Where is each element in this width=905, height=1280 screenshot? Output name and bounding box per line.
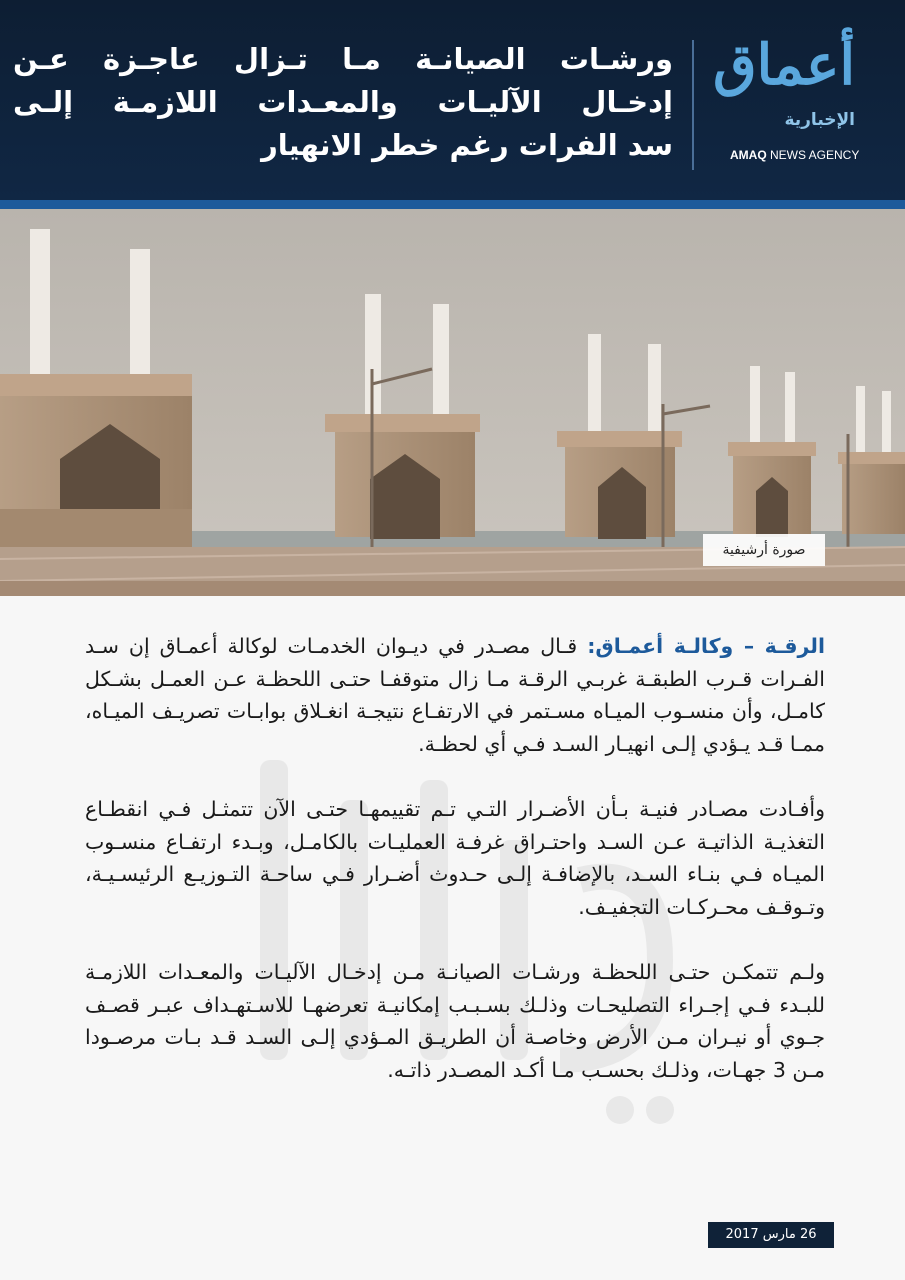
header-banner xyxy=(0,0,905,200)
article-lead: الرقـة – وكالـة أعمـاق: xyxy=(587,634,825,658)
logo-arabic-text: أعماق xyxy=(713,32,855,98)
amaq-logo xyxy=(713,24,885,174)
photo-caption: صورة أرشيفية xyxy=(703,534,825,566)
logo-english-bold: AMAQ xyxy=(730,148,767,162)
header-stripe xyxy=(0,200,905,209)
header-divider xyxy=(692,40,694,170)
logo-english-rest: NEWS AGENCY xyxy=(766,148,860,162)
publication-date: 26 مارس 2017 xyxy=(708,1222,834,1248)
title-line-3: سد الفرات رغم خطر الانهيار xyxy=(261,128,673,162)
article-paragraph-2: وأفـادت مصـادر فنيـة بـأن الأضـرار التـي تـم تقييمهـا حتـى الآن تتمثـل فـي انقطـاع التغذيـة الذاتيـة عـن السـد واحتـراق غرفـة العمليـات بالكامـل، وبـدء ارتفـاع منسـوب الميـاه فـي بنـاء السـد، بالإضافـة إلـى حـدوث أضـرار فـي ساحـة التـوزيـع الرئيسـيـة، وتـوقـف محـركـات التجفيـف. xyxy=(85,797,825,919)
title-line-1: ورشـات الصيانـة مـا تـزال عاجـزة عـن xyxy=(13,42,673,76)
title-line-2: إدخـال الآليـات والمعـدات اللازمـة إلـى xyxy=(13,85,673,119)
article-title xyxy=(13,38,673,167)
article-body xyxy=(85,630,825,1119)
article-paragraph-1-text: قـال مصـدر في ديـوان الخدمـات لوكالة أعمـاق إن سـد الفـرات قـرب الطبقـة غربـي الرقـة مـا زال متوقفـا حتـى اللحظـة عـن العمـل بشـكل كامـل، وأن منسـوب الميـاه مسـتمر في الارتفـاع نتيجـة انغـلاق بوابـات تصريـف الميـاه، ممـا قـد يـؤدي إلـى انهيـار السـد فـي أي لحظـة. xyxy=(85,634,825,756)
logo-arabic-subtitle: الإخبارية xyxy=(784,110,855,130)
article-paragraph-3: ولـم تتمكـن حتـى اللحظـة ورشـات الصيانـة مـن إدخـال الآليـات والمعـدات اللازمـة للبـدء فـي إجـراء التصليحـات وذلـك بسـبـب إمكانيـة تعرضهـا للاسـتهـداف عبـر قصـف جـوي أو نيـران مـن الأرض وخاصـة أن الطريـق المـؤدي إلـى السـد قـد بـات مرصـودا مـن 3 جهـات، وذلـك بحسـب مـا أكـد المصـدر ذاتـه. xyxy=(85,960,825,1082)
dam-photo xyxy=(0,209,905,596)
article-paragraph-1 xyxy=(85,630,825,760)
logo-english-text xyxy=(730,148,859,162)
